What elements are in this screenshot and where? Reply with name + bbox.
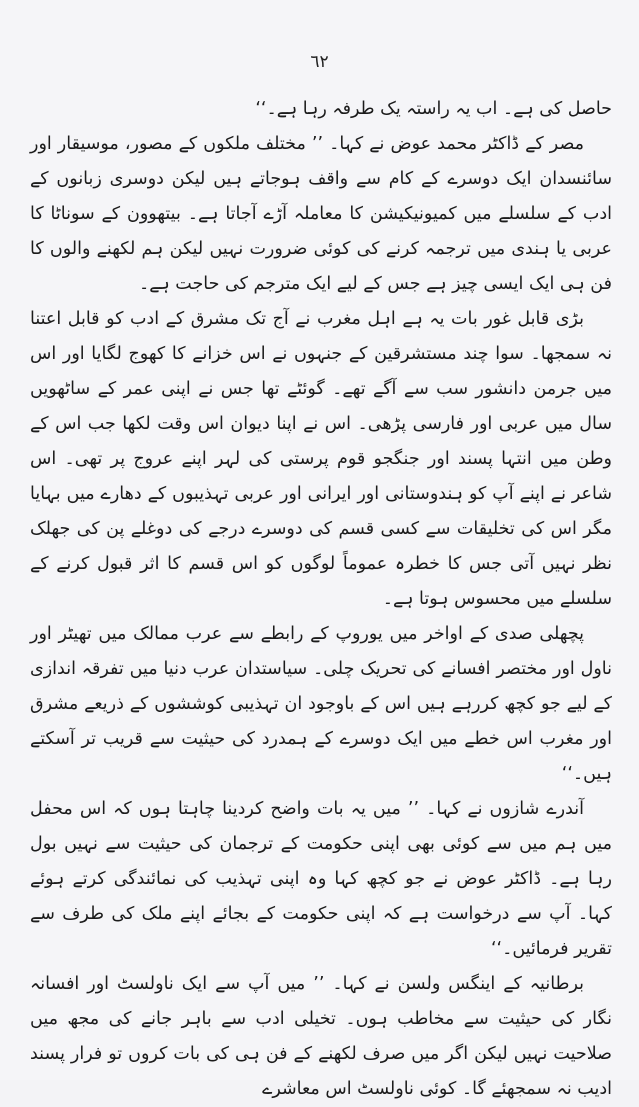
paragraph: برطانیہ کے اینگس ولسن نے کہا۔ ’’ میں آپ سے ایک ناولسٹ اور افسانہ نگار کی حیثیت سے مخاطب ہوں۔ تخیلی ادب سے باہر جانے کی مجھ میں صلاحیت نہیں لیکن اگر میں صرف لکھنے کے فن ہی کی بات کروں تو فرار پسند ادیب نہ سمجھئے گا۔ کوئی ناولسٹ اس معاشرے [30,974,612,1099]
paragraph: پچھلی صدی کے اواخر میں یوروپ کے رابطے سے عرب ممالک میں تھیٹر اور ناول اور مختصر افسانے کی تحریک چلی۔ سیاستدان عرب دنیا میں تفرقہ اندازی کے لیے جو کچھ کررہے ہیں اس کے باوجود ان تہذیبی کوششوں کے ذریعے مشرق اور مغرب اس خطے میں ایک دوسرے کے ہمدرد کی حیثیت سے قریب تر آسکتے ہیں۔‘‘ [30,624,612,784]
paragraph: حاصل کی ہے۔ اب یہ راستہ یک طرفہ رہا ہے۔‘‘ [255,99,612,119]
paragraph: آندرے شازوں نے کہا۔ ’’ میں یہ بات واضح کردینا چاہتا ہوں کہ اس محفل میں ہم میں سے کوئی بھی اپنی حکومت کے ترجمان کی حیثیت سے نہیں بول رہا ہے۔ ڈاکٹر عوض نے جو کچھ کہا وہ اپنی تہذیب کی نمائندگی کرتے ہوئے کہا۔ آپ سے درخواست ہے کہ اپنی حکومت کے بجائے اپنے ملک کی طرف سے تقریر فرمائیں۔‘‘ [30,799,612,959]
paragraph: بڑی قابل غور بات یہ ہے اہل مغرب نے آج تک مشرق کے ادب کو قابل اعتنا نہ سمجھا۔ سوا چند مستشرقین کے جنہوں نے اس خزانے کا کھوج لگایا اور اس میں جرمن دانشور سب سے آگے تھے۔ گوئٹے تھا جس نے اپنی عمر کے ساٹھویں سال میں عربی اور فارسی پڑھی۔ اس نے اپنا دیوان اس وقت لکھا جب اس کے وطن میں انتہا پسند اور جنگجو قوم پرستی کی لہر اپنے عروج پر تھی۔ اس شاعر نے اپنے آپ کو ہندوستانی اور ایرانی اور عربی تہذیبوں کے دھارے میں بہایا مگر اس کی تخلیقات سے کسی قسم کی دوسرے درجے کی دوغلے پن کی جھلک نظر نہیں آتی جس کا خطرہ عموماً لوگوں کو اس قسم کا اثر قبول کرنے کے سلسلے میں محسوس ہوتا ہے۔ [30,309,612,609]
page-text [30,92,612,1107]
paragraph: مصر کے ڈاکٹر محمد عوض نے کہا۔ ’’ مختلف ملکوں کے مصور، موسیقار اور سائنسدان ایک دوسرے کے کام سے واقف ہوجاتے ہیں لیکن دوسری زبانوں کے ادب کے سلسلے میں کمیونیکیشن کا معاملہ آڑے آجاتا ہے۔ بیتھوون کے سوناٹا کا عربی یا ہندی میں ترجمہ کرنے کی کوئی ضرورت نہیں لیکن ہم لکھنے والوں کا فن ہی ایک ایسی چیز ہے جس کے لیے ایک مترجم کی حاجت ہے۔ [30,134,612,294]
page-number: ٦٢ [310,52,329,72]
